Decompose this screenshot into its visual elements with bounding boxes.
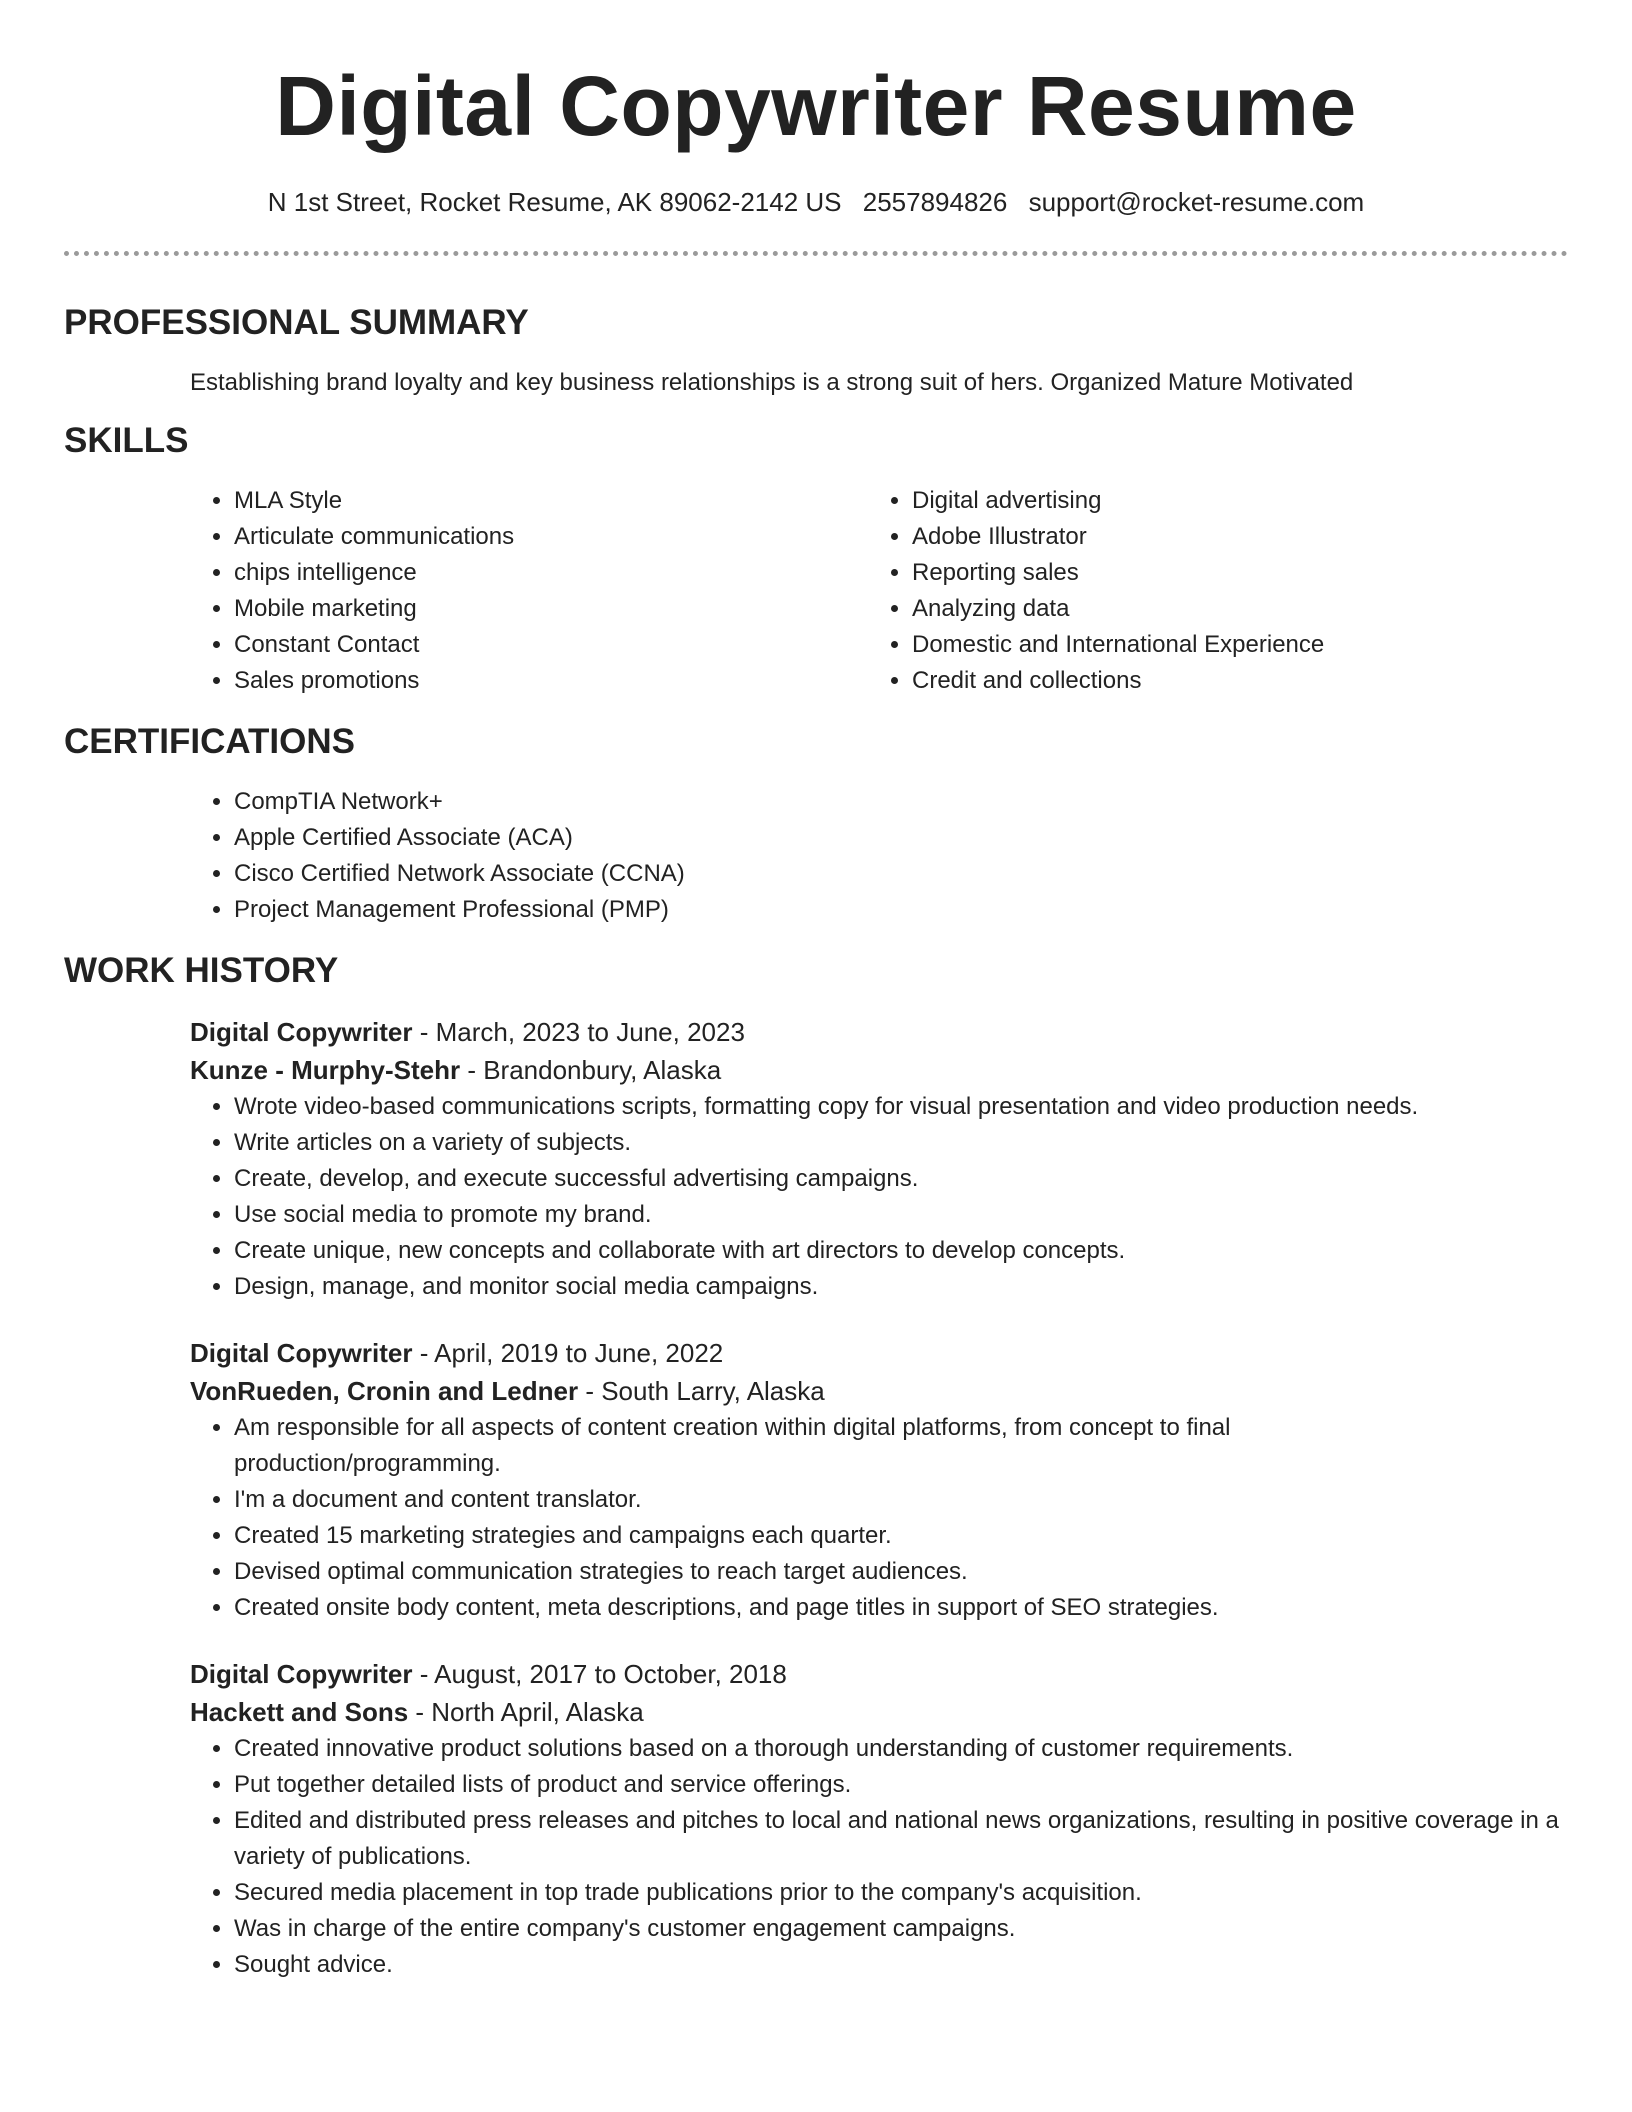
job-company-line [190, 1051, 1568, 1089]
summary-text: Establishing brand loyalty and key business relationships is a strong suit of hers. Organized Mature Motivated [190, 369, 1354, 396]
certification-item: • Cisco Certified Network Associate (CCNA) [234, 856, 1568, 892]
certifications-section [64, 720, 1568, 928]
skills-list-left [190, 483, 868, 699]
skill-item: • Articulate communications [234, 519, 868, 555]
skill-item: • Constant Contact [234, 627, 868, 663]
skill-item: • Domestic and International Experience [912, 627, 1546, 663]
skill-item: • chips intelligence [234, 555, 868, 591]
job-duty: • Create, develop, and execute successful advertising campaigns. [234, 1161, 1568, 1197]
certifications-list [190, 784, 1568, 928]
job-duty: • Edited and distributed press releases and pitches to local and national news organizations, resulting in positive coverage in a variety of publications. [234, 1803, 1568, 1875]
job-duty: • Created onsite body content, meta descriptions, and page titles in support of SEO strategies. [234, 1590, 1298, 1626]
job-location: - Brandonbury, Alaska [460, 1055, 722, 1085]
job-company: Hackett and Sons [190, 1697, 409, 1727]
skills-section [64, 419, 1568, 699]
job-duty: • Devised optimal communication strategies to reach target audiences. [234, 1554, 1298, 1590]
job-duty: • Create unique, new concepts and collaborate with art directors to develop concepts. [234, 1233, 1568, 1269]
job-duty: • Wrote video-based communications scripts, formatting copy for visual presentation and video production needs. [234, 1089, 1568, 1125]
summary-section [64, 301, 1568, 399]
job-title-line [190, 1013, 1568, 1051]
contact-phone: 2557894826 [862, 187, 1008, 217]
job-duty: • Design, manage, and monitor social media campaigns. [234, 1269, 1568, 1305]
skill-item: • Digital advertising [912, 483, 1546, 519]
job-role: Digital Copywriter [190, 1338, 413, 1368]
job-entry [64, 1334, 1568, 1626]
job-entry [64, 1655, 1568, 1983]
job-role: Digital Copywriter [190, 1659, 413, 1689]
skill-item: • Sales promotions [234, 663, 868, 699]
skill-item: • Credit and collections [912, 663, 1546, 699]
job-location: - South Larry, Alaska [578, 1376, 825, 1406]
work-history-heading: WORK HISTORY [64, 951, 339, 990]
skill-item: • MLA Style [234, 483, 868, 519]
job-company-line [190, 1693, 1568, 1731]
job-entry [64, 1013, 1568, 1305]
certification-item: • CompTIA Network+ [234, 784, 1568, 820]
job-duty: • Put together detailed lists of product and service offerings. [234, 1767, 1568, 1803]
job-duty: • Sought advice. [234, 1947, 1568, 1983]
job-duty: • Was in charge of the entire company's customer engagement campaigns. [234, 1911, 1568, 1947]
job-role: Digital Copywriter [190, 1017, 413, 1047]
job-duty: • Am responsible for all aspects of content creation within digital platforms, from concept to final production/programming. [234, 1410, 1298, 1482]
job-duties-list [190, 1410, 1568, 1626]
certification-item: • Project Management Professional (PMP) [234, 892, 1568, 928]
skill-item: • Mobile marketing [234, 591, 868, 627]
skill-item: • Reporting sales [912, 555, 1546, 591]
job-duty: • Write articles on a variety of subjects. [234, 1125, 1568, 1161]
header-divider [64, 251, 1568, 256]
job-duty: • Created innovative product solutions based on a thorough understanding of customer requirements. [234, 1731, 1568, 1767]
skills-column-left [190, 483, 868, 699]
skills-column-right [868, 483, 1546, 699]
job-dates: - April, 2019 to June, 2022 [412, 1338, 724, 1368]
job-title-line [190, 1655, 1568, 1693]
job-location: - North April, Alaska [408, 1697, 644, 1727]
job-duties-list [190, 1089, 1568, 1305]
skill-item: • Adobe Illustrator [912, 519, 1546, 555]
job-duty: • Use social media to promote my brand. [234, 1197, 1568, 1233]
skills-list-right [868, 483, 1546, 699]
job-duty: • I'm a document and content translator. [234, 1482, 1298, 1518]
certifications-body [64, 784, 1568, 928]
job-company: Kunze - Murphy-Stehr [190, 1055, 461, 1085]
skills-heading: SKILLS [64, 421, 189, 460]
job-dates: - March, 2023 to June, 2023 [412, 1017, 745, 1047]
job-company-line [190, 1372, 1568, 1410]
contact-line [64, 186, 1568, 218]
skills-grid [64, 483, 1568, 699]
job-duty: • Secured media placement in top trade publications prior to the company's acquisition. [234, 1875, 1568, 1911]
work-history-section [64, 949, 1568, 1983]
certification-item: • Apple Certified Associate (ACA) [234, 820, 1568, 856]
job-title-line [190, 1334, 1568, 1372]
job-duty: • Created 15 marketing strategies and campaigns each quarter. [234, 1518, 1298, 1554]
contact-email: support@rocket-resume.com [1028, 187, 1365, 217]
resume-title: Digital Copywriter Resume [275, 59, 1357, 153]
job-duties-list [190, 1731, 1568, 1983]
job-dates: - August, 2017 to October, 2018 [412, 1659, 787, 1689]
certifications-heading: CERTIFICATIONS [64, 722, 356, 761]
skill-item: • Analyzing data [912, 591, 1546, 627]
resume-header [64, 0, 1568, 256]
summary-heading: PROFESSIONAL SUMMARY [64, 303, 529, 342]
job-company: VonRueden, Cronin and Ledner [190, 1376, 579, 1406]
contact-address: N 1st Street, Rocket Resume, AK 89062-2142 US [267, 187, 842, 217]
